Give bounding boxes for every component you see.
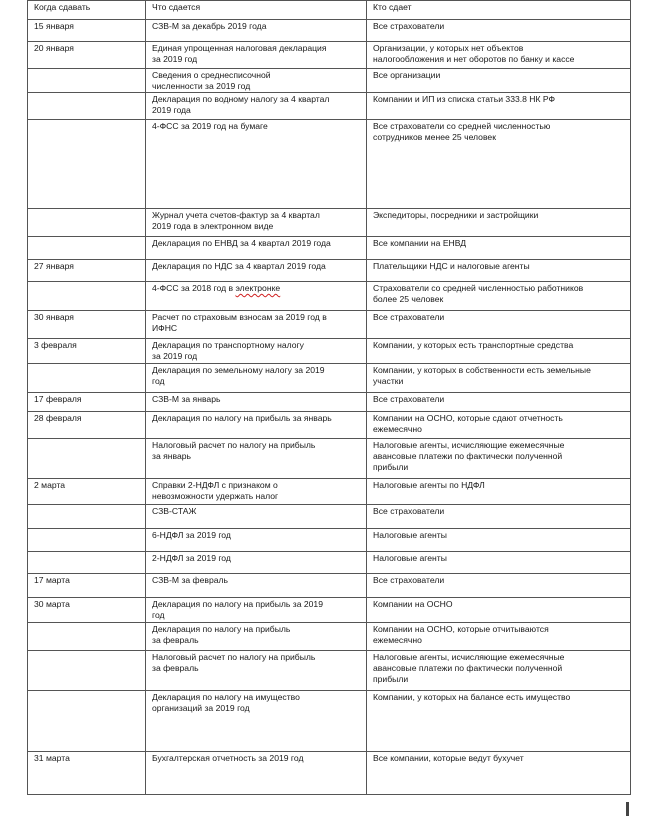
cell-line: Экспедиторы, посредники и застройщики	[373, 210, 539, 220]
who-submits-cell	[367, 752, 631, 795]
report-name-cell	[146, 598, 367, 623]
reporting-calendar-table	[27, 0, 631, 795]
deadline-date-cell: 31 марта	[28, 752, 146, 795]
cell-line: Справки 2-НДФЛ с признаком о	[152, 480, 278, 490]
table-row	[28, 260, 631, 282]
who-submits-cell	[367, 623, 631, 651]
cell-line: Налоговые агенты	[373, 553, 447, 563]
report-name-cell	[146, 311, 367, 339]
cell-line: Декларация по земельному налогу за 2019	[152, 365, 325, 375]
deadline-date-cell: 30 марта	[28, 598, 146, 623]
table-row	[28, 479, 631, 505]
report-name-cell	[146, 412, 367, 439]
cell-line: СЗВ-М за февраль	[152, 575, 229, 585]
deadline-date-cell	[28, 529, 146, 552]
cell-line: сотрудников менее 25 человек	[373, 132, 496, 142]
cell-line: Все страхователи	[373, 312, 445, 322]
deadline-date-cell	[28, 651, 146, 691]
table-header-row	[28, 1, 631, 20]
who-submits-cell	[367, 120, 631, 209]
column-header: Кто сдает	[367, 1, 631, 20]
report-name-cell	[146, 237, 367, 260]
cell-line: СЗВ-М за декабрь 2019 года	[152, 21, 267, 31]
who-submits-cell	[367, 237, 631, 260]
cell-line: Декларация по налогу на прибыль за январь	[152, 413, 332, 423]
cell-line: Компании на ОСНО	[373, 599, 453, 609]
report-name-cell	[146, 209, 367, 237]
who-submits-cell	[367, 209, 631, 237]
cell-line: Все страхователи со средней численностью	[373, 121, 551, 131]
table-row	[28, 691, 631, 752]
who-submits-cell	[367, 20, 631, 42]
who-submits-cell	[367, 282, 631, 311]
table-row	[28, 439, 631, 479]
table-row	[28, 237, 631, 260]
deadline-date-cell: 30 января	[28, 311, 146, 339]
cell-line: за 2019 год	[152, 351, 198, 361]
table-row	[28, 20, 631, 42]
deadline-date-cell: 15 января	[28, 20, 146, 42]
deadline-date-cell: 28 февраля	[28, 412, 146, 439]
deadline-date-cell	[28, 93, 146, 120]
cell-line: Страхователи со средней численностью работников	[373, 283, 584, 293]
report-name-cell	[146, 282, 367, 311]
cell-line: Все страхователи	[373, 575, 445, 585]
who-submits-cell	[367, 69, 631, 93]
report-name-cell	[146, 393, 367, 412]
cell-line: прибыли	[373, 674, 409, 684]
cell-line: Расчет по страховым взносам за 2019 год в	[152, 312, 327, 322]
cell-line: Все страхователи	[373, 394, 445, 404]
table-row	[28, 282, 631, 311]
who-submits-cell	[367, 505, 631, 529]
who-submits-cell	[367, 339, 631, 364]
cell-line: Все организации	[373, 70, 441, 80]
cell-line: ИФНС	[152, 323, 178, 333]
report-name-cell	[146, 20, 367, 42]
report-name-cell	[146, 339, 367, 364]
deadline-date-cell: 17 февраля	[28, 393, 146, 412]
table-row	[28, 574, 631, 598]
table-row	[28, 311, 631, 339]
who-submits-cell	[367, 598, 631, 623]
cell-line: 2-НДФЛ за 2019 год	[152, 553, 231, 563]
report-name-cell	[146, 93, 367, 120]
table-row	[28, 552, 631, 574]
table-row	[28, 364, 631, 393]
column-header: Что сдается	[146, 1, 367, 20]
cell-line: Компании, у которых на балансе есть имущество	[373, 692, 571, 702]
table-row	[28, 752, 631, 795]
cell-line: год	[152, 610, 165, 620]
table-row	[28, 339, 631, 364]
cell-line: Декларация по транспортному налогу	[152, 340, 304, 350]
who-submits-cell	[367, 529, 631, 552]
deadline-date-cell	[28, 120, 146, 209]
cell-line: 2019 года в электронном виде	[152, 221, 274, 231]
cell-line: 6-НДФЛ за 2019 год	[152, 530, 231, 540]
deadline-date-cell: 27 января	[28, 260, 146, 282]
cell-line: налогообложения и нет оборотов по банку и кассе	[373, 54, 575, 64]
cell-line: Компании, у которых есть транспортные средства	[373, 340, 574, 350]
cell-line: Единая упрощенная налоговая декларация	[152, 43, 327, 53]
who-submits-cell	[367, 574, 631, 598]
cell-line: Все страхователи	[373, 506, 445, 516]
table-row	[28, 623, 631, 651]
right-margin-marker	[626, 802, 629, 816]
cell-line: численности за 2019 год	[152, 81, 251, 91]
who-submits-cell	[367, 364, 631, 393]
table-row	[28, 529, 631, 552]
deadline-date-cell	[28, 505, 146, 529]
table-row	[28, 412, 631, 439]
report-name-cell	[146, 552, 367, 574]
report-name-cell	[146, 69, 367, 93]
cell-line: участки	[373, 376, 404, 386]
cell-line: Декларация по налогу на прибыль за 2019	[152, 599, 323, 609]
report-name-cell	[146, 42, 367, 69]
cell-line: Налоговый расчет по налогу на прибыль	[152, 440, 316, 450]
cell-line: 4-ФСС за 2019 год на бумаге	[152, 121, 268, 131]
cell-line: прибыли	[373, 462, 409, 472]
cell-line: ежемесячно	[373, 424, 422, 434]
report-name-cell	[146, 574, 367, 598]
cell-line: Бухгалтерская отчетность за 2019 год	[152, 753, 304, 763]
report-name-cell	[146, 651, 367, 691]
who-submits-cell	[367, 651, 631, 691]
report-name-cell	[146, 364, 367, 393]
report-name-cell	[146, 691, 367, 752]
cell-line: Налоговые агенты по НДФЛ	[373, 480, 485, 490]
cell-line: Сведения о среднесписочной	[152, 70, 271, 80]
report-name-cell	[146, 120, 367, 209]
cell-line: организаций за 2019 год	[152, 703, 250, 713]
cell-line: Налоговые агенты, исчисляющие ежемесячные	[373, 440, 565, 450]
cell-line: Все компании на ЕНВД	[373, 238, 467, 248]
deadline-date-cell	[28, 364, 146, 393]
who-submits-cell	[367, 479, 631, 505]
deadline-date-cell	[28, 237, 146, 260]
cell-line: Организации, у которых нет объектов	[373, 43, 524, 53]
cell-line: год	[152, 376, 165, 386]
deadline-date-cell: 20 января	[28, 42, 146, 69]
who-submits-cell	[367, 552, 631, 574]
who-submits-cell	[367, 42, 631, 69]
cell-line: Журнал учета счетов-фактур за 4 квартал	[152, 210, 320, 220]
cell-line: Компании и ИП из списка статьи 333.8 НК РФ	[373, 94, 556, 104]
cell-line: Компании на ОСНО, которые отчитываются	[373, 624, 549, 634]
cell-line: СЗВ-СТАЖ	[152, 506, 197, 516]
cell-line: за 2019 год	[152, 54, 198, 64]
cell-line: за февраль	[152, 635, 199, 645]
cell-line: Налоговый расчет по налогу на прибыль	[152, 652, 316, 662]
cell-line: Налоговые агенты, исчисляющие ежемесячные	[373, 652, 565, 662]
cell-line: 2019 года	[152, 105, 191, 115]
who-submits-cell	[367, 260, 631, 282]
deadline-date-cell	[28, 623, 146, 651]
who-submits-cell	[367, 93, 631, 120]
deadline-date-cell	[28, 209, 146, 237]
cell-line: 4-ФСС за 2018 год в электронке	[152, 283, 281, 293]
cell-line: Декларация по НДС за 4 квартал 2019 года	[152, 261, 326, 271]
table-row	[28, 651, 631, 691]
report-name-cell	[146, 479, 367, 505]
cell-line: более 25 человек	[373, 294, 444, 304]
report-name-cell	[146, 752, 367, 795]
report-name-cell	[146, 529, 367, 552]
cell-line: авансовые платежи по фактически полученной	[373, 663, 563, 673]
cell-line: авансовые платежи по фактически полученной	[373, 451, 563, 461]
who-submits-cell	[367, 412, 631, 439]
who-submits-cell	[367, 311, 631, 339]
report-name-cell	[146, 623, 367, 651]
cell-line: ежемесячно	[373, 635, 422, 645]
cell-line: за февраль	[152, 663, 199, 673]
cell-line: Декларация по налогу на имущество	[152, 692, 300, 702]
deadline-date-cell: 2 марта	[28, 479, 146, 505]
deadline-date-cell	[28, 69, 146, 93]
table-row	[28, 393, 631, 412]
cell-line: Компании на ОСНО, которые сдают отчетность	[373, 413, 563, 423]
deadline-date-cell: 3 февраля	[28, 339, 146, 364]
table-row	[28, 598, 631, 623]
cell-line: Все компании, которые ведут бухучет	[373, 753, 524, 763]
deadline-date-cell	[28, 691, 146, 752]
cell-line: Декларация по водному налогу за 4 квартал	[152, 94, 330, 104]
report-name-cell	[146, 505, 367, 529]
cell-line: СЗВ-М за январь	[152, 394, 221, 404]
table-row	[28, 69, 631, 93]
deadline-date-cell	[28, 552, 146, 574]
cell-line: Декларация по ЕНВД за 4 квартал 2019 года	[152, 238, 331, 248]
cell-line: Все страхователи	[373, 21, 445, 31]
table-row	[28, 42, 631, 69]
report-name-cell	[146, 260, 367, 282]
who-submits-cell	[367, 691, 631, 752]
cell-line: Плательщики НДС и налоговые агенты	[373, 261, 530, 271]
cell-line: за январь	[152, 451, 192, 461]
deadline-date-cell: 17 марта	[28, 574, 146, 598]
who-submits-cell	[367, 439, 631, 479]
table-row	[28, 505, 631, 529]
cell-line: Декларация по налогу на прибыль	[152, 624, 291, 634]
deadline-date-cell	[28, 439, 146, 479]
deadline-date-cell	[28, 282, 146, 311]
table-row	[28, 209, 631, 237]
cell-line: Налоговые агенты	[373, 530, 447, 540]
table-row	[28, 93, 631, 120]
who-submits-cell	[367, 393, 631, 412]
table-row	[28, 120, 631, 209]
column-header: Когда сдавать	[28, 1, 146, 20]
cell-line: Компании, у которых в собственности есть земельные	[373, 365, 591, 375]
report-name-cell	[146, 439, 367, 479]
cell-line: невозможности удержать налог	[152, 491, 279, 501]
